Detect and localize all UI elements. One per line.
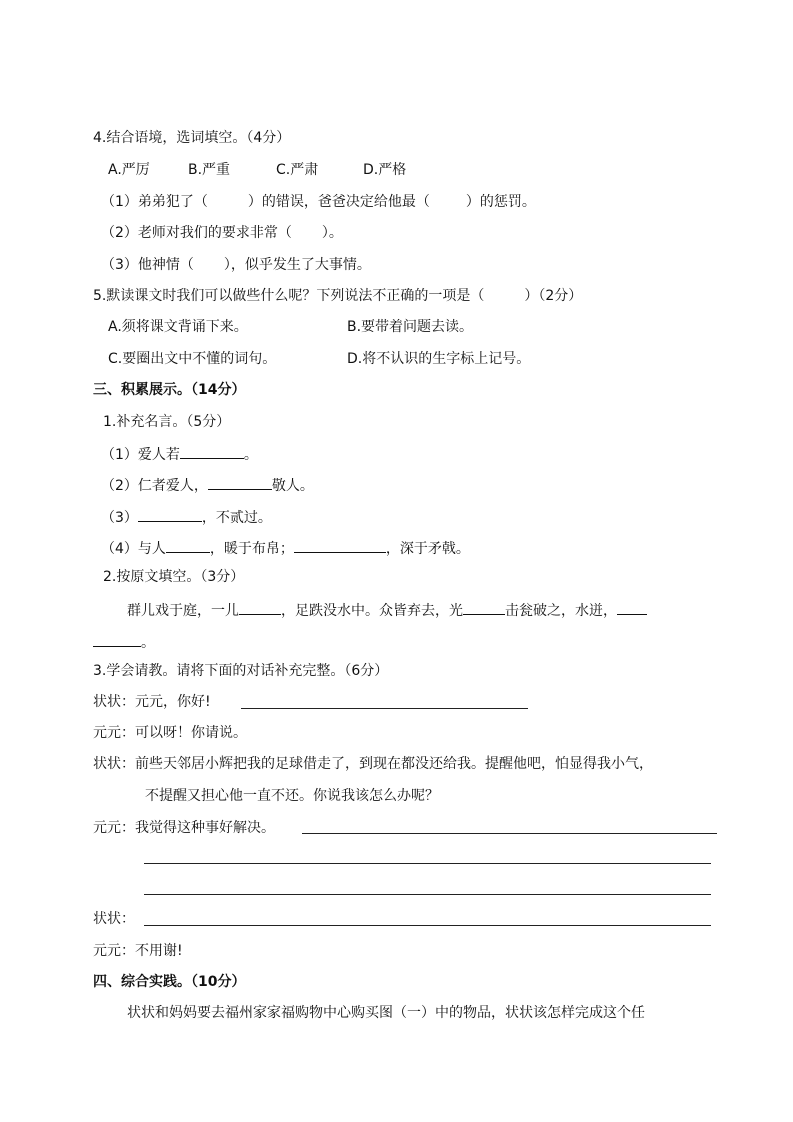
q4-option-c: C.严肃 xyxy=(276,162,319,178)
dialog-answer-line-4[interactable] xyxy=(144,894,711,895)
s3-q1-item-1: （1）爱人若 。 xyxy=(101,443,258,465)
dialog-line-6: 元元：不用谢! xyxy=(93,943,183,959)
s3-q2-blank-1[interactable] xyxy=(239,599,281,615)
section-4-heading: 四、综合实践。（10分） xyxy=(93,974,246,990)
q4-item-3: （3）他神情（ ），似乎发生了大事情。 xyxy=(101,257,371,273)
dialog-line-4: 元元：我觉得这种事好解决。 xyxy=(93,820,275,836)
q4-item-1: （1）弟弟犯了（ ）的错误，爸爸决定给他最（ ）的惩罚。 xyxy=(101,194,536,210)
section-3-heading: 三、积累展示。（14分） xyxy=(93,382,246,398)
s3-q3-title: 3.学会请教。请将下面的对话补充完整。（6分） xyxy=(93,663,389,679)
s3-q2-blank-3[interactable] xyxy=(617,599,647,615)
q4-title: 4.结合语境，选词填空。（4分） xyxy=(93,130,291,146)
s3-q1-item-4: （4）与人 ，暖于布帛； ，深于矛戟。 xyxy=(101,537,470,559)
s3-q1-item-4-blank-1[interactable] xyxy=(166,537,210,553)
s3-q2-line-1: 群儿戏于庭，一儿 ，足跌没水中。众皆弃去，光 击瓮破之，水迸， xyxy=(127,599,647,621)
q5-option-c: C.要圈出文中不懂的词句。 xyxy=(108,351,277,367)
q5-option-a: A.须将课文背诵下来。 xyxy=(108,319,248,335)
q5-title: 5.默读课文时我们可以做些什么呢？下列说法不正确的一项是（ ）（2分） xyxy=(93,288,583,304)
q5-option-d: D.将不认识的生字标上记号。 xyxy=(347,351,531,367)
s3-q2-line-2: 。 xyxy=(93,631,155,653)
q4-option-b: B.严重 xyxy=(188,162,231,178)
q4-option-a: A.严厉 xyxy=(108,162,150,178)
dialog-line-5: 状状： xyxy=(93,911,135,927)
s3-q1-item-4-blank-2[interactable] xyxy=(294,537,386,553)
dialog-line-3b: 不提醒又担心他一直不还。你说我该怎么办呢？ xyxy=(145,788,439,804)
dialog-line-2: 元元：可以呀！你请说。 xyxy=(93,725,247,741)
q4-item-2: （2）老师对我们的要求非常（ ）。 xyxy=(101,225,343,241)
dialog-answer-line-2[interactable] xyxy=(302,833,717,834)
q5-option-b: B.要带着问题去读。 xyxy=(347,319,474,335)
dialog-answer-line-5[interactable] xyxy=(144,925,711,926)
s3-q1-item-2: （2）仁者爱人， 敬人。 xyxy=(101,474,314,496)
s3-q1-item-1-blank[interactable] xyxy=(180,443,244,459)
s3-q1-item-3: （3） ，不贰过。 xyxy=(101,506,272,528)
dialog-answer-line-1[interactable] xyxy=(241,708,528,709)
s4-text: 状状和妈妈要去福州家家福购物中心购买图（一）中的物品，状状该怎样完成这个任 xyxy=(127,1005,645,1021)
dialog-line-1: 状状：元元，你好! xyxy=(93,694,211,710)
s3-q1-item-3-blank[interactable] xyxy=(138,506,202,522)
s3-q2-title: 2.按原文填空。（3分） xyxy=(103,569,245,585)
s3-q2-blank-3-cont[interactable] xyxy=(93,631,141,647)
s3-q1-title: 1.补充名言。（5分） xyxy=(103,414,231,430)
dialog-answer-line-3[interactable] xyxy=(144,863,711,864)
s3-q1-item-2-blank[interactable] xyxy=(208,474,272,490)
s3-q2-blank-2[interactable] xyxy=(463,599,505,615)
q4-option-d: D.严格 xyxy=(363,162,407,178)
dialog-line-3a: 状状：前些天邻居小辉把我的足球借走了，到现在都没还给我。提醒他吧，怕显得我小气， xyxy=(93,756,653,772)
